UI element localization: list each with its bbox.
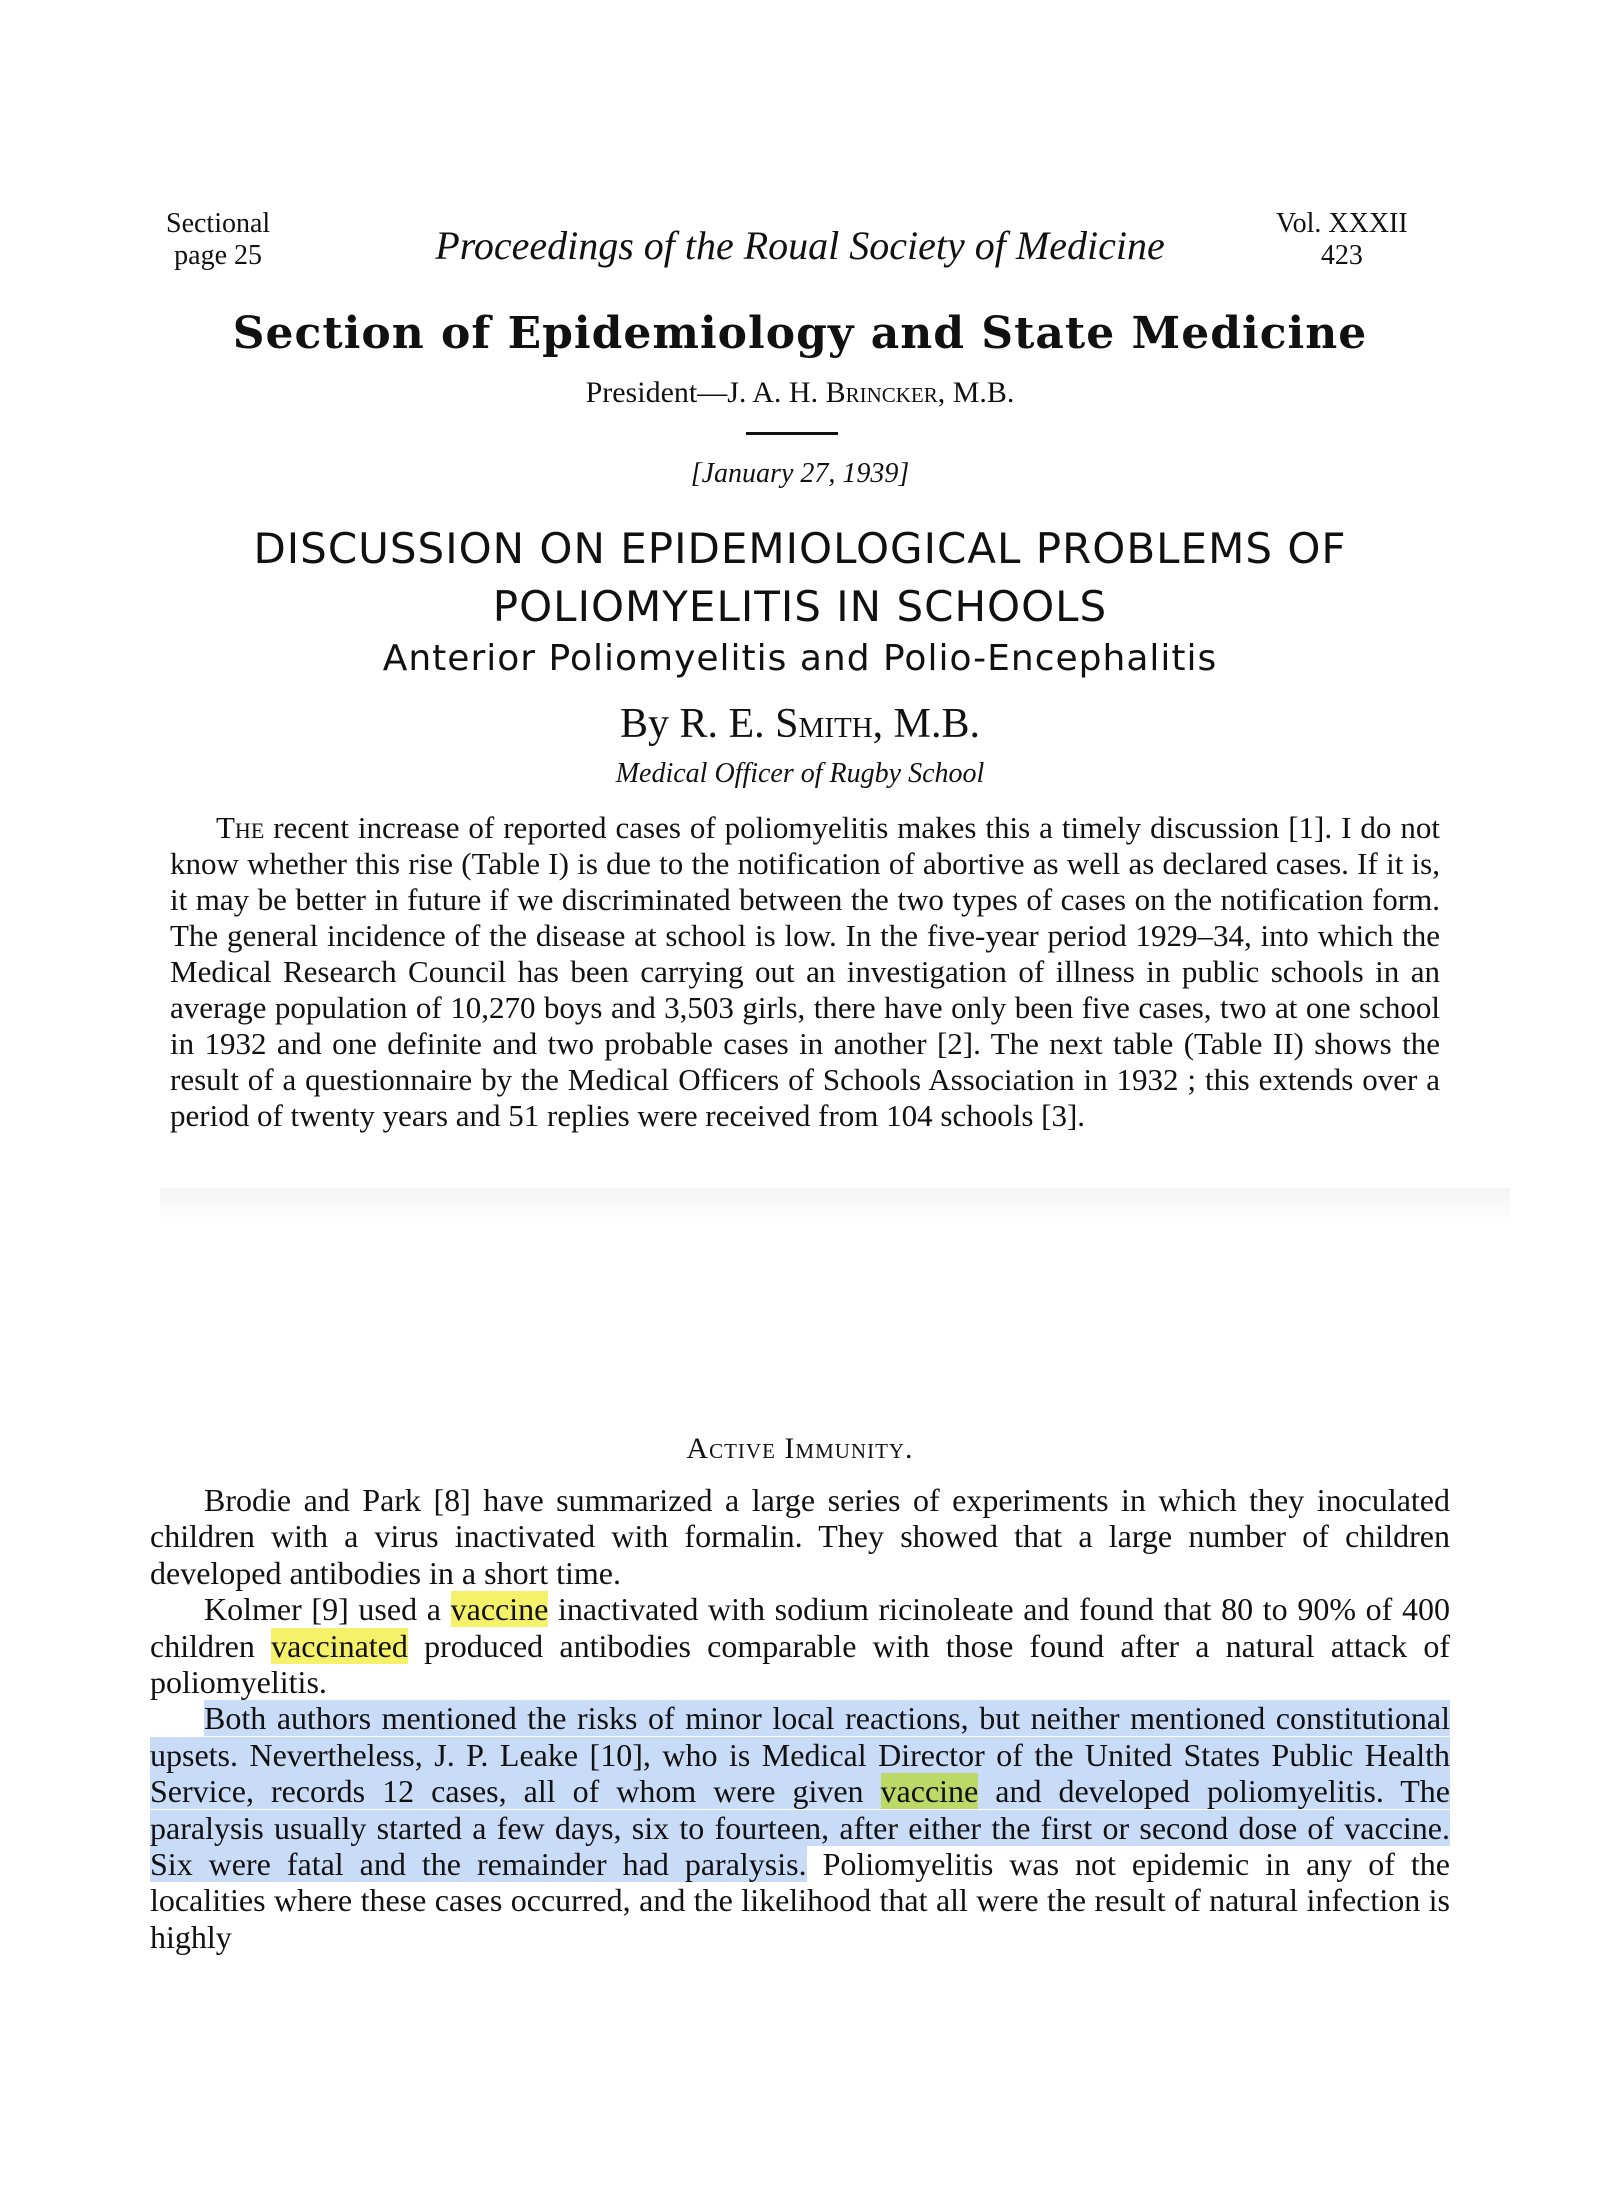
byline <box>0 700 1600 748</box>
author-affiliation: Medical Officer of Rugby School <box>615 758 985 789</box>
paragraph-text: recent increase of reported cases of poliomyelitis makes this a timely discussion [1]. I do not know whether this rise (Table I) is due to the notification of abortive as well as declared cases. If it is, it may be better in future if we discriminated between the two types of cases on the notification form. The general incidence of the disease at school is low. In the five-year period 1929–34, into which the Medical Research Council has been carrying out an investigation of illness in public schools in an average population of 10,270 boys and 3,503 girls, there have only been five cases, two at one school in 1932 and one definite and two probable cases in another [2]. The next table (Table II) shows the result of a questionnaire by the Medical Officers of Schools Association in 1932 ; this extends over a period of twenty years and 51 replies were received from 104 schools [3]. <box>170 810 1440 1133</box>
page-header <box>0 208 1600 288</box>
byline-prefix: By R. E. <box>619 701 776 747</box>
article-title <box>140 520 1460 636</box>
text-run: and developed poliomyelitis. The paralysis usually started a few days, six to fourteen, after either the first or second dose of vaccine. Six were fatal and the remainder had paralysis. <box>150 1773 1451 1883</box>
scan-fade-band <box>160 1188 1510 1224</box>
divider <box>746 432 838 435</box>
paragraph-brodie: Brodie and Park [8] have summarized a large series of experiments in which they inoculated children with a virus inactivated with formalin. They showed that a large number of children developed antibodies in a short time. <box>150 1482 1450 1591</box>
text-run: Both authors mentioned the risks of minor local reactions, but neither mentioned constitutional upsets. Nevertheless, J. P. Leake [10], who is Medical Director of the United States Public Health Service, records 12 cases, all of whom were given <box>150 1700 1450 1810</box>
page-number: page 25 <box>174 240 263 271</box>
president-suffix: , M.B. <box>937 376 1015 409</box>
paragraph-leake <box>150 1700 1450 1955</box>
paragraph-kolmer <box>150 1591 1450 1700</box>
title-line-2: POLIOMYELITIS IN SCHOOLS <box>492 582 1108 631</box>
author-name: Smith <box>775 701 873 747</box>
section-heading <box>0 1432 1600 1466</box>
text-run: Poliomyelitis was not epidemic in any of the localities where these cases occurred, and the likelihood that all were the result of natural infection is highly <box>150 1846 1451 1955</box>
volume-label <box>1276 208 1408 272</box>
journal-title: Proceedings of the Roual Society of Medicine <box>435 223 1165 268</box>
president-name: Brincker <box>825 376 938 409</box>
highlight-yellow[interactable]: vaccinated <box>271 1627 408 1664</box>
text-run: produced antibodies comparable with those found after a natural attack of poliomyelitis. <box>150 1627 1451 1701</box>
president-line <box>0 376 1600 410</box>
volume-page: 423 <box>1320 240 1363 271</box>
section-body <box>150 1482 1450 1955</box>
meeting-date: [January 27, 1939] <box>690 458 910 489</box>
paragraph-lead-word: The <box>216 810 265 845</box>
section-heading-text: Active Immunity. <box>686 1432 914 1465</box>
section-title: Section of Epidemiology and State Medicine <box>232 308 1368 359</box>
byline-suffix: , M.B. <box>872 701 980 747</box>
highlight-yellow[interactable]: vaccine <box>450 1591 549 1628</box>
intro-paragraph <box>170 810 1440 1134</box>
article-subtitle: Anterior Poliomyelitis and Polio-Encephalitis <box>382 638 1218 679</box>
volume-number: Vol. XXXII <box>1276 208 1408 239</box>
president-prefix: President—J. A. H. <box>585 376 826 409</box>
title-line-1: DISCUSSION ON EPIDEMIOLOGICAL PROBLEMS OF <box>253 524 1347 573</box>
sectional-label: Sectional <box>166 208 271 239</box>
highlight-green[interactable]: vaccine <box>880 1773 979 1810</box>
text-run: Kolmer [9] used a <box>204 1591 451 1628</box>
text-run: inactivated with sodium ricinoleate and found that 80 to 90% of 400 children <box>150 1591 1451 1664</box>
